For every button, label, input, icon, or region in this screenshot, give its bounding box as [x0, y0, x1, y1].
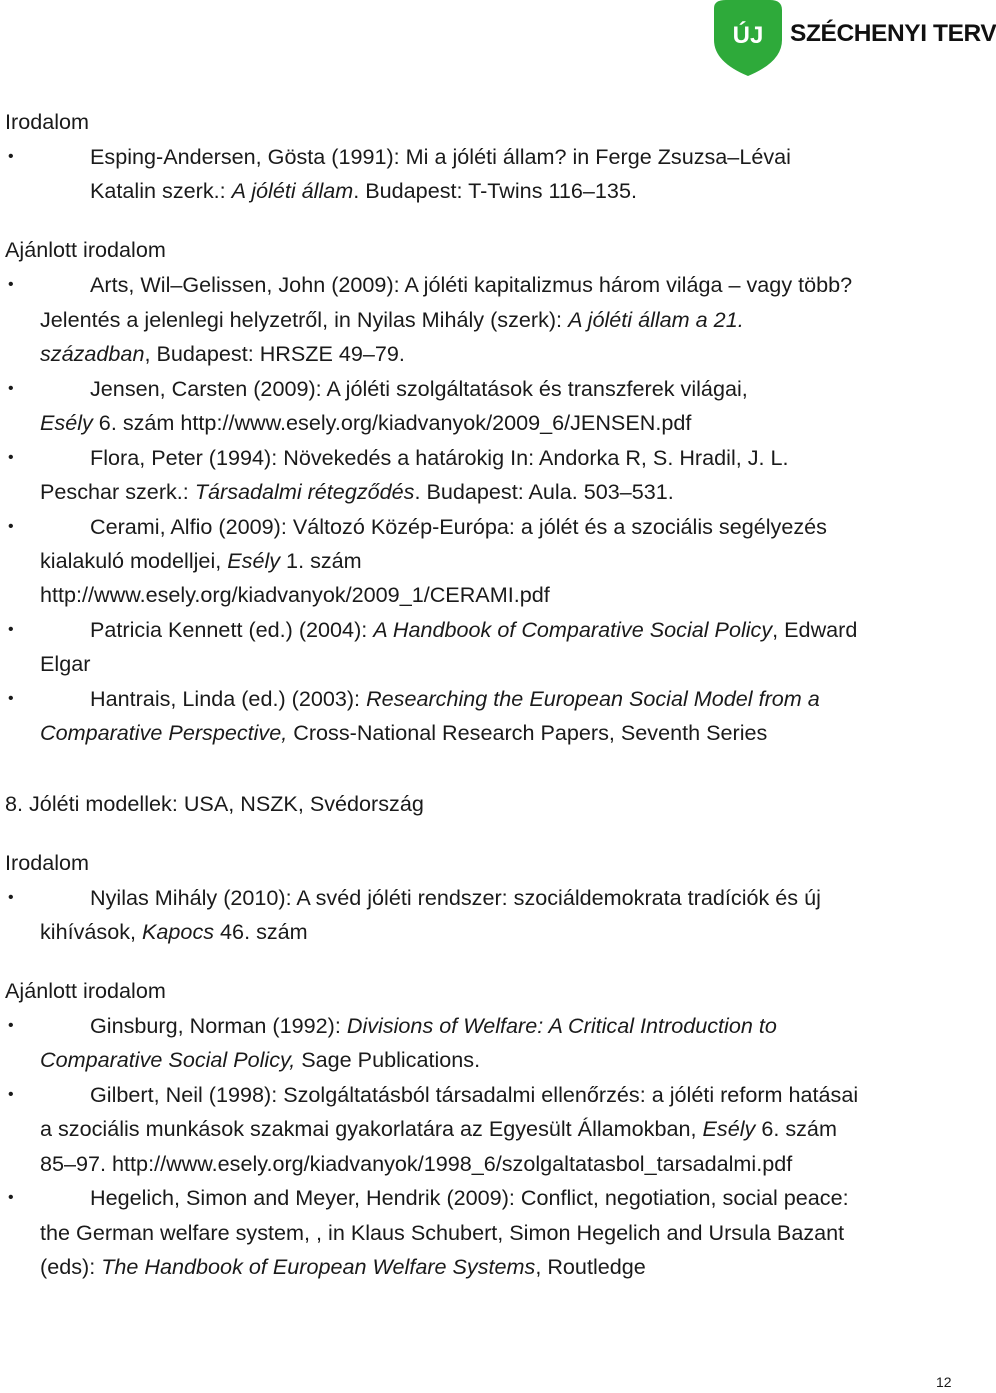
reference-cerami-line2: kialakuló modelljei, Esély 1. szám — [40, 548, 362, 573]
logo-badge-text: ÚJ — [732, 22, 764, 49]
page-number: 12 — [936, 1374, 952, 1390]
reference-hegelich-line2: the German welfare system, , in Klaus Schubert, Simon Hegelich and Ursula Bazant — [40, 1220, 845, 1245]
reference-hantrais-line2: Comparative Perspective, Cross-National Research Papers, Seventh Series — [40, 720, 768, 745]
reference-jensen-line2: Esély 6. szám http://www.esely.org/kiadvanyok/2009_6/JENSEN.pdf — [40, 410, 692, 435]
bullet: • — [8, 380, 14, 397]
reference-arts-line2: Jelentés a jelenlegi helyzetről, in Nyilas Mihály (szerk): A jóléti állam a 21. — [40, 307, 744, 332]
reference-jensen-line1: Jensen, Carsten (2009): A jóléti szolgáltatások és transzferek világai, — [90, 376, 748, 401]
section-heading-ajanlott: Ajánlott irodalom — [5, 237, 166, 262]
section-heading-irodalom: Irodalom — [5, 109, 90, 134]
reference-hegelich-line3: (eds): The Handbook of European Welfare Systems, Routledge — [40, 1254, 646, 1279]
bullet: • — [8, 148, 14, 165]
reference-ginsburg-line1: Ginsburg, Norman (1992): Divisions of Welfare: A Critical Introduction to — [90, 1013, 777, 1038]
bullet: • — [8, 690, 14, 707]
reference-gilbert-line1: Gilbert, Neil (1998): Szolgáltatásból társadalmi ellenőrzés: a jóléti reform hatásai — [90, 1082, 859, 1107]
reference-nyilas-line2: kihívások, Kapocs 46. szám — [40, 919, 308, 944]
section-heading-8: 8. Jóléti modellek: USA, NSZK, Svédország — [5, 791, 424, 816]
gilbert-link[interactable]: http://www.esely.org/kiadvanyok/1998_6/szolgaltatasbol_tarsadalmi.pdf — [112, 1151, 793, 1176]
reference-esping-line1: Esping-Andersen, Gösta (1991): Mi a jóléti állam? in Ferge Zsuzsa–Lévai — [90, 144, 791, 169]
cerami-link[interactable]: http://www.esely.org/kiadvanyok/2009_1/CERAMI.pdf — [40, 582, 550, 607]
bullet: • — [8, 449, 14, 466]
reference-flora-line2: Peschar szerk.: Társadalmi rétegződés. Budapest: Aula. 503–531. — [40, 479, 674, 504]
section-heading-ajanlott-2: Ajánlott irodalom — [5, 978, 166, 1003]
reference-nyilas-line1: Nyilas Mihály (2010): A svéd jóléti rendszer: szociáldemokrata tradíciók és új — [90, 885, 821, 910]
section-heading-irodalom-2: Irodalom — [5, 850, 90, 875]
reference-kennett-line2: Elgar — [40, 651, 91, 676]
bullet: • — [8, 621, 14, 638]
bullet: • — [8, 889, 14, 906]
reference-ginsburg-line2: Comparative Social Policy, Sage Publications. — [40, 1047, 481, 1072]
reference-hegelich-line1: Hegelich, Simon and Meyer, Hendrik (2009): Conflict, negotiation, social peace: — [90, 1185, 849, 1210]
bullet: • — [8, 518, 14, 535]
reference-gilbert-line2: a szociális munkások szakmai gyakorlatára az Egyesült Államokban, Esély 6. szám — [40, 1116, 837, 1141]
jensen-link[interactable]: http://www.esely.org/kiadvanyok/2009_6/JENSEN.pdf — [180, 410, 692, 435]
bullet: • — [8, 276, 14, 293]
reference-cerami-line1: Cerami, Alfio (2009): Változó Közép-Európa: a jólét és a szociális segélyezés — [90, 514, 827, 539]
reference-hantrais-line1: Hantrais, Linda (ed.) (2003): Researching the European Social Model from a — [90, 686, 820, 711]
reference-esping-line2: Katalin szerk.: A jóléti állam. Budapest: T-Twins 116–135. — [90, 178, 637, 203]
reference-gilbert-line3: 85–97. http://www.esely.org/kiadvanyok/1998_6/szolgaltatasbol_tarsadalmi.pdf — [40, 1151, 793, 1176]
bullet: • — [8, 1189, 14, 1206]
bullet: • — [8, 1086, 14, 1103]
reference-arts-line1: Arts, Wil–Gelissen, John (2009): A jóléti kapitalizmus három világa – vagy több? — [90, 272, 853, 297]
reference-flora-line1: Flora, Peter (1994): Növekedés a határokig In: Andorka R, S. Hradil, J. L. — [90, 445, 789, 470]
reference-arts-line3: században, Budapest: HRSZE 49–79. — [40, 341, 405, 366]
bullet: • — [8, 1017, 14, 1034]
logo-text: SZÉCHENYI TERV — [790, 20, 996, 47]
reference-kennett-line1: Patricia Kennett (ed.) (2004): A Handbook of Comparative Social Policy, Edward — [90, 617, 858, 642]
